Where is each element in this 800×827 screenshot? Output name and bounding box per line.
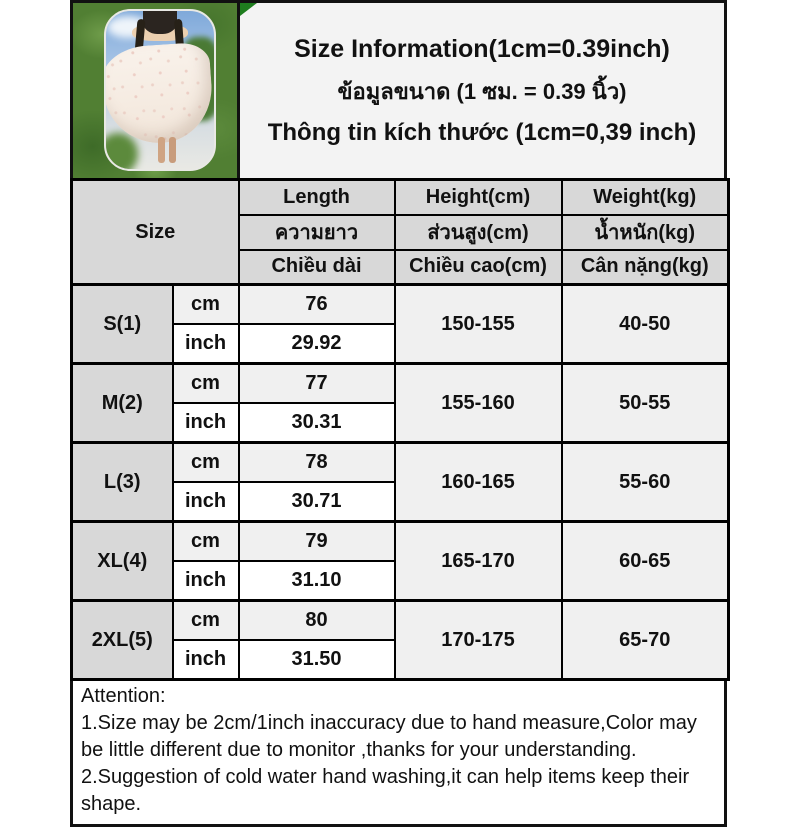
size-table — [70, 178, 730, 681]
mirror — [104, 9, 216, 171]
model-leg — [169, 137, 176, 163]
header-height-vi: Chiều cao(cm) — [395, 250, 562, 285]
unit-label: inch — [173, 640, 239, 680]
length-value-inch: 29.92 — [239, 324, 395, 364]
header-weight-th: น้ำหนัก(kg) — [562, 215, 729, 250]
unit-label: cm — [173, 601, 239, 641]
height-range: 150-155 — [395, 285, 562, 364]
size-info-header — [240, 0, 727, 178]
height-range: 160-165 — [395, 443, 562, 522]
unit-label: inch — [173, 324, 239, 364]
size-label: XL(4) — [72, 522, 173, 601]
attention-section — [70, 681, 727, 827]
height-range: 165-170 — [395, 522, 562, 601]
weight-range: 50-55 — [562, 364, 729, 443]
unit-label: inch — [173, 482, 239, 522]
size-label: 2XL(5) — [72, 601, 173, 680]
length-value-cm: 78 — [239, 443, 395, 483]
weight-range: 55-60 — [562, 443, 729, 522]
size-label: S(1) — [72, 285, 173, 364]
model-leg — [158, 137, 165, 163]
unit-label: cm — [173, 443, 239, 483]
unit-label: cm — [173, 522, 239, 562]
attention-heading: Attention: — [81, 685, 166, 707]
unit-label: inch — [173, 561, 239, 601]
top-row — [70, 0, 727, 178]
header-weight-en: Weight(kg) — [562, 180, 729, 215]
grass-reflection — [104, 133, 138, 171]
length-value-cm: 77 — [239, 364, 395, 404]
size-label: M(2) — [72, 364, 173, 443]
length-value-inch: 31.10 — [239, 561, 395, 601]
header-length-vi: Chiều dài — [239, 250, 395, 285]
weight-range: 40-50 — [562, 285, 729, 364]
length-value-cm: 79 — [239, 522, 395, 562]
attention-note-1: 1.Size may be 2cm/1inch inaccuracy due to hand measure,Color may be little different due to monitor ,thanks for your understanding. — [81, 712, 697, 761]
header-height-th: ส่วนสูง(cm) — [395, 215, 562, 250]
header-size: Size — [72, 180, 239, 285]
size-label: L(3) — [72, 443, 173, 522]
unit-label: cm — [173, 285, 239, 325]
title-vietnamese: Thông tin kích thước (1cm=0,39 inch) — [267, 118, 697, 146]
length-value-inch: 31.50 — [239, 640, 395, 680]
size-chart-content — [70, 0, 727, 827]
attention-note-2: 2.Suggestion of cold water hand washing,it can help items keep their shape. — [81, 766, 690, 815]
title-english: Size Information(1cm=0.39inch) — [294, 34, 670, 63]
floral-dress — [104, 41, 215, 146]
unit-label: inch — [173, 403, 239, 443]
length-value-inch: 30.71 — [239, 482, 395, 522]
header-weight-vi: Cân nặng(kg) — [562, 250, 729, 285]
length-value-cm: 80 — [239, 601, 395, 641]
height-range: 155-160 — [395, 364, 562, 443]
unit-label: cm — [173, 364, 239, 404]
height-range: 170-175 — [395, 601, 562, 680]
weight-range: 60-65 — [562, 522, 729, 601]
model-hair — [143, 9, 177, 34]
length-value-inch: 30.31 — [239, 403, 395, 443]
weight-range: 65-70 — [562, 601, 729, 680]
product-photo — [70, 0, 240, 178]
header-length-th: ความยาว — [239, 215, 395, 250]
title-thai: ข้อมูลขนาด (1 ซม. = 0.39 นิ้ว) — [337, 78, 627, 104]
header-height-en: Height(cm) — [395, 180, 562, 215]
green-corner-triangle-icon — [240, 3, 257, 16]
header-length-en: Length — [239, 180, 395, 215]
length-value-cm: 76 — [239, 285, 395, 325]
